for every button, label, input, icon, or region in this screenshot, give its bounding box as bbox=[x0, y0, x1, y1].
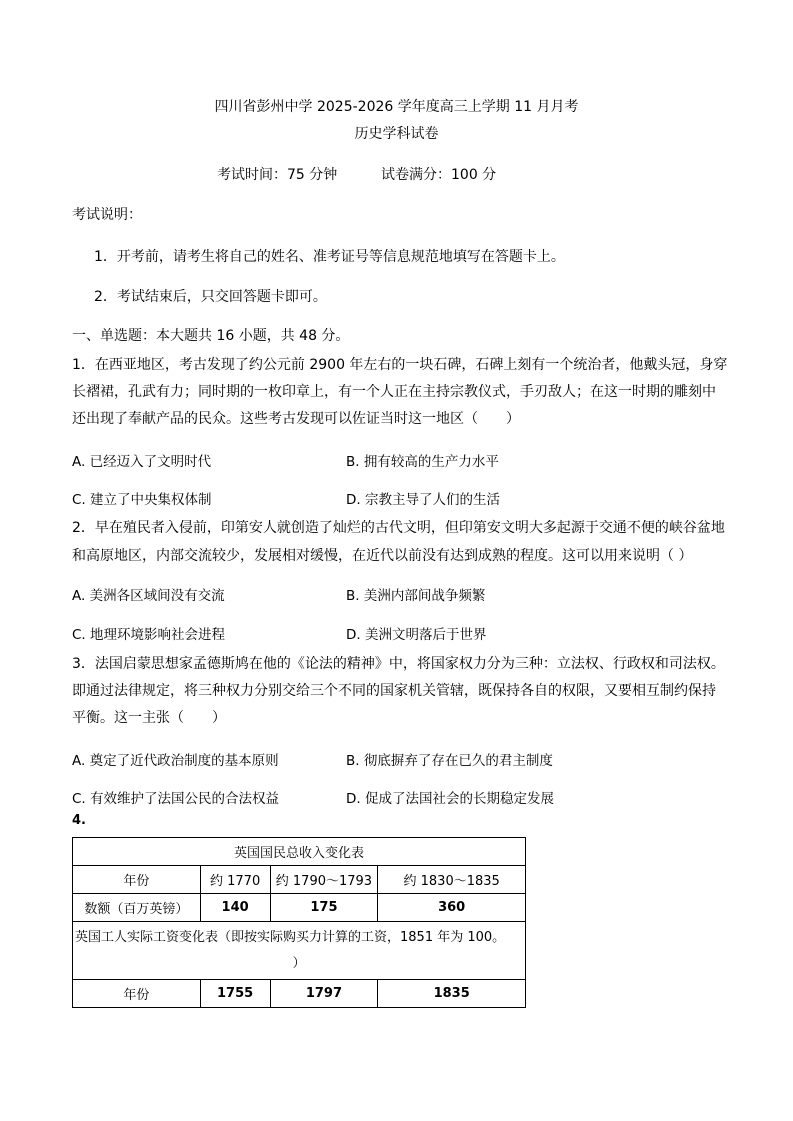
exam-title: 四川省彭州中学 2025-2026 学年度高三上学期 11 月月考 bbox=[214, 99, 579, 115]
exam-time: 考试时间：75 分钟 bbox=[217, 167, 338, 183]
table-cell: 1755 bbox=[200, 980, 270, 1008]
exam-subtitle: 历史学科试卷 bbox=[354, 126, 439, 142]
income-wage-table bbox=[72, 837, 526, 1008]
question-1-option-b[interactable]: B. 拥有较高的生产力水平 bbox=[346, 454, 499, 470]
question-1-line: 还出现了奉献产品的民众。这些考古发现可以佐证当时这一地区（ ） bbox=[72, 411, 520, 427]
table-header-cell: 年份 bbox=[73, 866, 201, 894]
table-cell: 140 bbox=[200, 894, 270, 922]
question-1-option-a[interactable]: A. 已经迈入了文明时代 bbox=[72, 454, 212, 470]
table-title-wage-line: 英国工人实际工资变化表（即按实际购买力计算的工资，1851 年为 100。 bbox=[75, 929, 506, 945]
table-title-wage-line: ） bbox=[292, 955, 306, 971]
question-2-option-d[interactable]: D. 美洲文明落后于世界 bbox=[346, 627, 487, 643]
table-cell: 175 bbox=[270, 894, 378, 922]
table-cell: 1835 bbox=[378, 980, 526, 1008]
question-3-line: 即通过法律规定，将三种权力分别交给三个不同的国家机关管辖，既保持各自的权限，又要相互制约保持 bbox=[72, 683, 716, 699]
question-4-number: 4. bbox=[72, 813, 86, 828]
question-1-option-c[interactable]: C. 建立了中央集权体制 bbox=[72, 492, 212, 508]
section-heading: 一、单选题：本大题共 16 小题，共 48 分。 bbox=[72, 328, 350, 344]
question-2-line: 2．早在殖民者入侵前，印第安人就创造了灿烂的古代文明，但印第安文明大多起源于交通不便的峡谷盆地 bbox=[72, 520, 725, 536]
question-3-option-d[interactable]: D. 促成了法国社会的长期稳定发展 bbox=[346, 791, 554, 807]
table-header-cell: 约 1830～1835 bbox=[378, 866, 526, 894]
question-2-option-c[interactable]: C. 地理环境影响社会进程 bbox=[72, 627, 226, 643]
table-cell: 1797 bbox=[270, 980, 378, 1008]
table-title-income: 英国国民总收入变化表 bbox=[73, 838, 526, 866]
question-1-line: 长褶裙，孔武有力；同时期的一枚印章上，有一个人正在主持宗教仪式，手刃敌人；在这一时期的雕刻中 bbox=[72, 384, 716, 400]
question-2-option-a[interactable]: A. 美洲各区域间没有交流 bbox=[72, 588, 225, 604]
question-2-line: 和高原地区，内部交流较少，发展相对缓慢，在近代以前没有达到成熟的程度。这可以用来说明（ ） bbox=[72, 548, 693, 564]
exam-score: 试卷满分：100 分 bbox=[381, 167, 497, 183]
table-cell: 年份 bbox=[73, 980, 201, 1008]
instruction-item: 1．开考前，请考生将自己的姓名、准考证号等信息规范地填写在答题卡上。 bbox=[94, 249, 565, 265]
question-1-line: 1．在西亚地区，考古发现了约公元前 2900 年左右的一块石碑，石碑上刻有一个统治者，他戴头冠，身穿 bbox=[72, 357, 728, 373]
question-2-option-b[interactable]: B. 美洲内部间战争频繁 bbox=[346, 588, 486, 604]
question-3-option-c[interactable]: C. 有效维护了法国公民的合法权益 bbox=[72, 791, 280, 807]
table-title-wage bbox=[73, 922, 526, 980]
question-3-line: 3．法国启蒙思想家孟德斯鸠在他的《论法的精神》中，将国家权力分为三种：立法权、行政权和司法权。 bbox=[72, 656, 725, 672]
instructions-heading: 考试说明： bbox=[72, 207, 142, 223]
question-1-option-d[interactable]: D. 宗教主导了人们的生活 bbox=[346, 492, 500, 508]
instruction-item: 2．考试结束后，只交回答题卡即可。 bbox=[94, 289, 327, 305]
table-cell: 360 bbox=[378, 894, 526, 922]
question-3-option-a[interactable]: A. 奠定了近代政治制度的基本原则 bbox=[72, 753, 279, 769]
question-3-line: 平衡。这一主张（ ） bbox=[72, 710, 226, 726]
table-cell: 数额（百万英镑） bbox=[73, 894, 201, 922]
question-3-option-b[interactable]: B. 彻底摒弃了存在已久的君主制度 bbox=[346, 753, 553, 769]
table-header-cell: 约 1770 bbox=[200, 866, 270, 894]
table-header-cell: 约 1790～1793 bbox=[270, 866, 378, 894]
